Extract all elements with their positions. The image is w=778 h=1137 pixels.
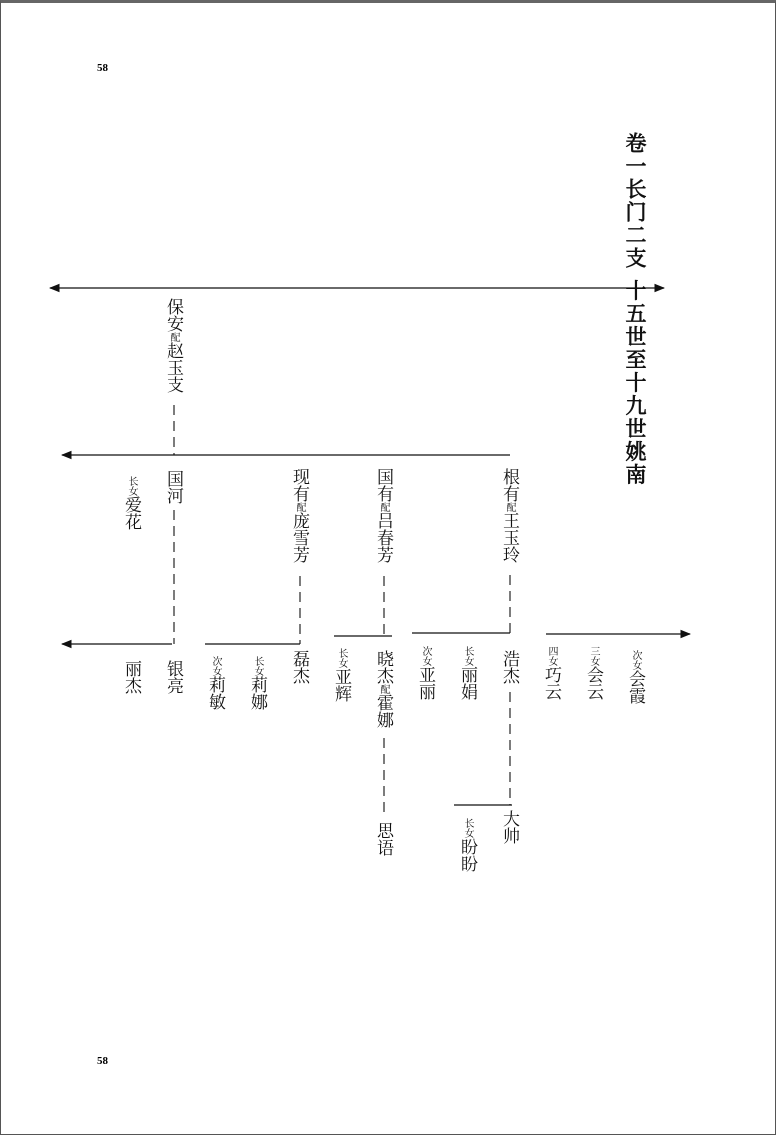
- person-lina: [248, 656, 265, 710]
- person-name: 亚辉: [331, 668, 351, 702]
- rank-label: 四女: [546, 646, 557, 666]
- person-qiaoyun: [542, 646, 559, 700]
- person-name: 大帅: [499, 810, 519, 844]
- rank-label: 长女: [462, 818, 473, 838]
- person-name: 莉娜: [247, 676, 267, 710]
- person-name: 浩杰: [499, 650, 519, 684]
- person-yahui: [332, 648, 349, 702]
- page-title: 卷一长门二支 十五世至十九世姚南: [623, 132, 647, 487]
- rank-label: 长女: [252, 656, 263, 676]
- person-dashuai: [500, 810, 517, 844]
- person-limin: [206, 656, 223, 710]
- spouse-name: 吕春芳: [373, 512, 393, 563]
- person-name: 会霞: [625, 670, 645, 704]
- person-name: 磊杰: [289, 650, 309, 684]
- person-xianyou: [290, 468, 307, 563]
- person-lijuan: [458, 646, 475, 700]
- spouse-name: 霍娜: [373, 694, 393, 728]
- person-guoyou: [374, 468, 391, 563]
- person-panpan: [458, 818, 475, 872]
- person-name: 思语: [373, 822, 393, 856]
- person-guohe: [164, 470, 181, 504]
- rank-label: 次女: [630, 650, 641, 670]
- pei-label: 配: [294, 502, 305, 512]
- person-huiyun: [584, 646, 601, 700]
- pei-label: 配: [378, 502, 389, 512]
- person-name: 国有: [373, 468, 393, 502]
- rank-label: 次女: [420, 646, 431, 666]
- person-name: 巧云: [541, 666, 561, 700]
- rank-label: 长女: [462, 646, 473, 666]
- person-lijie: [122, 660, 139, 694]
- pei-label: 配: [378, 684, 389, 694]
- person-leijie: [290, 650, 307, 684]
- person-name: 爱花: [121, 496, 141, 530]
- person-name: 国河: [163, 470, 183, 504]
- rank-label: 次女: [210, 656, 221, 676]
- person-name: 莉敏: [205, 676, 225, 710]
- person-name: 亚丽: [415, 666, 435, 700]
- person-yinliang: [164, 660, 181, 694]
- person-name: 根有: [499, 468, 519, 502]
- person-genyou: [500, 468, 517, 563]
- person-yali: [416, 646, 433, 700]
- person-aihua: [122, 476, 139, 530]
- person-name: 丽娟: [457, 666, 477, 700]
- spouse-name: 庞雪芳: [289, 512, 309, 563]
- person-name: 丽杰: [121, 660, 141, 694]
- person-name: 会云: [583, 666, 603, 700]
- person-siyu: [374, 822, 391, 856]
- rank-label: 长女: [336, 648, 347, 668]
- rank-label: 三女: [588, 646, 599, 666]
- person-huixia: [626, 650, 643, 704]
- person-xiaojie: [374, 650, 391, 728]
- person-name: 现有: [289, 468, 309, 502]
- spouse-name: 王玉玲: [499, 512, 519, 563]
- pei-label: 配: [504, 502, 515, 512]
- spouse-name: 赵玉支: [163, 342, 183, 393]
- person-name: 保安: [163, 298, 183, 332]
- person-name: 银亮: [163, 660, 183, 694]
- person-name: 盼盼: [457, 838, 477, 872]
- rank-label: 长女: [126, 476, 137, 496]
- person-name: 晓杰: [373, 650, 393, 684]
- page-number-top: 58: [97, 62, 108, 74]
- page-number-bottom: 58: [97, 1055, 108, 1067]
- person-baoan: [164, 298, 181, 393]
- pei-label: 配: [168, 332, 179, 342]
- person-haojie: [500, 650, 517, 684]
